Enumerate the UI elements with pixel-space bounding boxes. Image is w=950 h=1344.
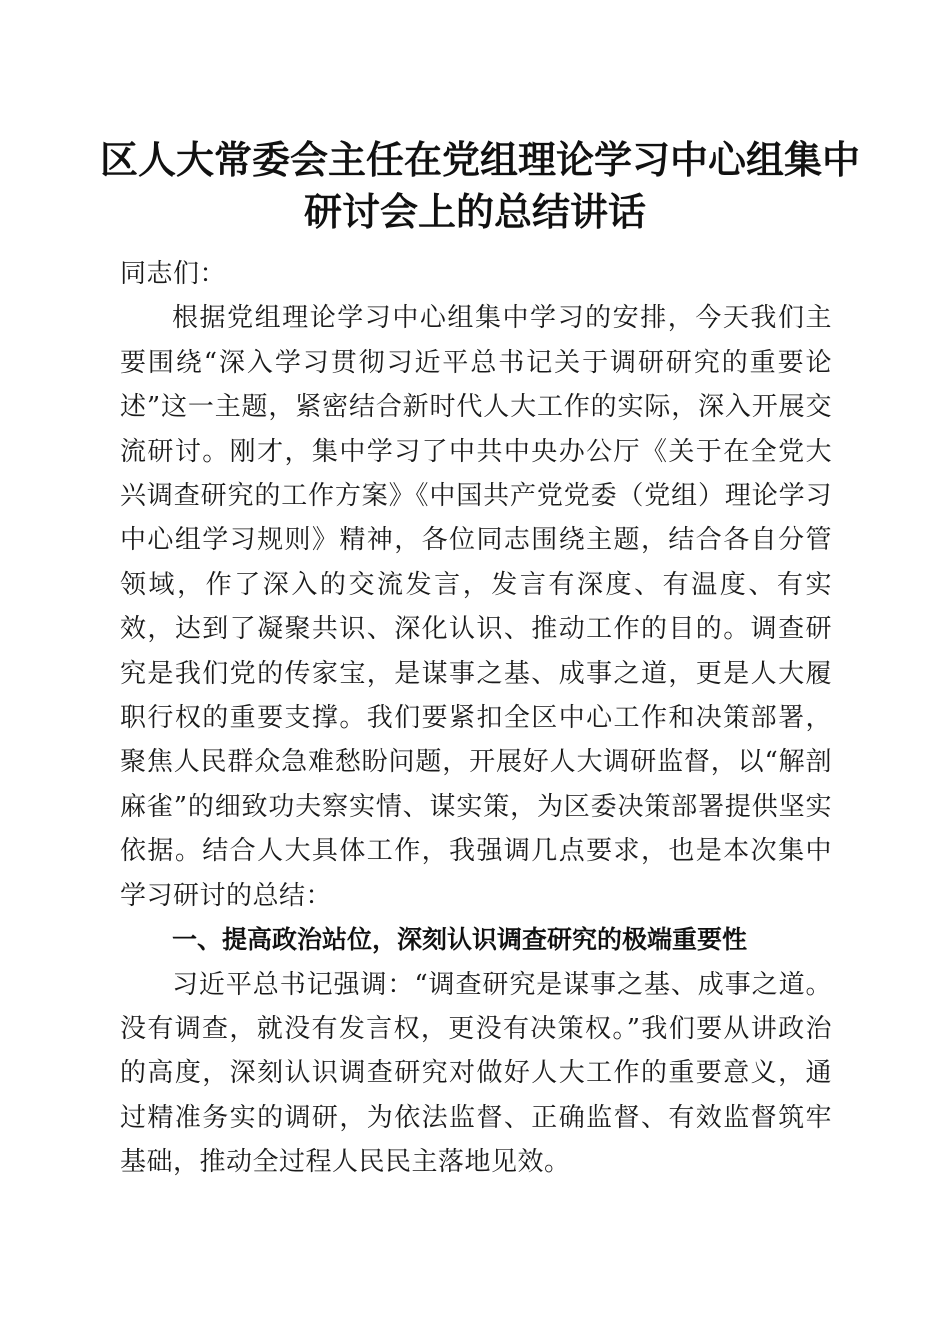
salutation: 同志们：: [120, 259, 227, 289]
title-line-1: 区人大常委会主任在党组理论学习中心组集中: [100, 137, 861, 182]
paragraph-intro: 根据党组理论学习中心组集中学习的安排，今天我们主要围绕“深入学习贯彻习近平总书记关于调研研究的重要论述”这一主题，紧密结合新时代人大工作的实际，深入开展交流研讨。刚才，集中学习了中共中央办公厅《关于在全党大兴调查研究的工作方案》《中国共产党党委（党组）理论学习中心组学习规则》精神，各位同志围绕主题，结合各自分管领域，作了深入的交流发言，发言有深度、有温度、有实效，达到了凝聚共识、深化认识、推动工作的目的。调查研究是我们党的传家宝，是谋事之基、成事之道，更是人大履职行权的重要支撑。我们要紧扣全区中心工作和决策部署，聚焦人民群众急难愁盼问题，开展好人大调研监督，以“解剖麻雀”的细致功夫察实情、谋实策，为区委决策部署提供坚实依据。结合人大具体工作，我强调几点要求，也是本次集中学习研讨的总结：: [120, 303, 832, 911]
document-title: [100, 134, 861, 238]
paragraph-section-1: 习近平总书记强调：“调查研究是谋事之基、成事之道。没有调查，就没有发言权，更没有决策权。”我们要从讲政治的高度，深刻认识调查研究对做好人大工作的重要意义，通过精准务实的调研，为依法监督、正确监督、有效监督筑牢基础，推动全过程人民民主落地见效。: [120, 969, 832, 1178]
title-line-2: 研讨会上的总结讲话: [303, 189, 646, 234]
document-body: [120, 252, 832, 1185]
section-heading-1: 一、提高政治站位，深刻认识调查研究的极端重要性: [172, 925, 748, 955]
